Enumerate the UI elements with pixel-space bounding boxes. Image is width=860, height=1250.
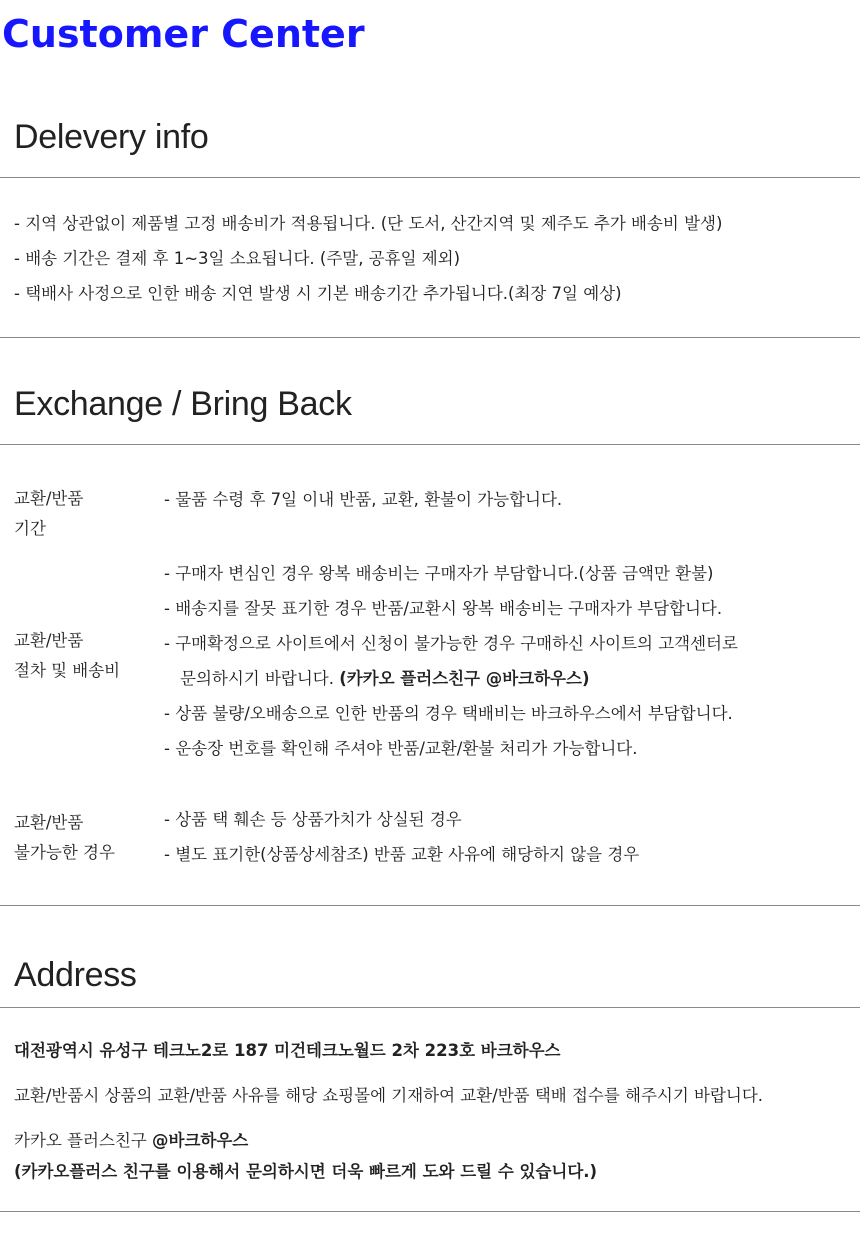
procedure-line: - 운송장 번호를 확인해 주셔야 반품/교환/환불 처리가 가능합니다. — [164, 739, 638, 758]
period-label-line2: 기간 — [14, 519, 46, 538]
period-line: - 물품 수령 후 7일 이내 반품, 교환, 환불이 가능합니다. — [164, 490, 563, 509]
procedure-continuation — [180, 669, 589, 689]
kakao-line — [14, 1131, 248, 1151]
period-label — [14, 484, 83, 544]
delivery-line: - 택배사 사정으로 인한 배송 지연 발생 시 기본 배송기간 추가됩니다.(최장 7일 예상) — [14, 284, 622, 303]
delivery-line: - 지역 상관없이 제품별 고정 배송비가 적용됩니다. (단 도서, 산간지역 및 제주도 추가 배송비 발생) — [14, 214, 723, 233]
procedure-label-line2: 절차 및 배송비 — [14, 661, 121, 680]
address-divider — [0, 1007, 860, 1008]
impossible-line: - 별도 표기한(상품상세참조) 반품 교환 사유에 해당하지 않을 경우 — [164, 845, 640, 864]
kakao-contact-note: (카카오 플러스친구 @바크하우스) — [339, 669, 590, 688]
procedure-line: - 상품 불량/오배송으로 인한 반품의 경우 택배비는 바크하우스에서 부담합니다. — [164, 704, 733, 723]
section-divider — [0, 905, 860, 906]
procedure-label-line1: 교환/반품 — [14, 631, 84, 650]
exchange-section-title: Exchange / Bring Back — [14, 385, 352, 423]
kakao-handle: @바크하우스 — [152, 1131, 249, 1150]
procedure-label — [14, 626, 120, 686]
procedure-line: - 구매확정으로 사이트에서 신청이 불가능한 경우 구매하신 사이트의 고객센터로 — [164, 634, 738, 653]
procedure-line: - 구매자 변심인 경우 왕복 배송비는 구매자가 부담합니다.(상품 금액만 환불) — [164, 564, 714, 583]
delivery-line: - 배송 기간은 결제 후 1~3일 소요됩니다. (주말, 공휴일 제외) — [14, 249, 461, 268]
procedure-line: - 배송지를 잘못 표기한 경우 반품/교환시 왕복 배송비는 구매자가 부담합니다. — [164, 599, 723, 618]
kakao-label: 카카오 플러스친구 — [14, 1131, 147, 1150]
impossible-label — [14, 808, 115, 868]
impossible-line: - 상품 택 훼손 등 상품가치가 상실된 경우 — [164, 810, 462, 829]
address-line: 대전광역시 유성구 테크노2로 187 미건테크노월드 2차 223호 바크하우스 — [14, 1041, 561, 1060]
procedure-continuation-text: 문의하시기 바랍니다. — [180, 669, 334, 688]
exchange-divider — [0, 444, 860, 445]
period-label-line1: 교환/반품 — [14, 489, 84, 508]
page-title: Customer Center — [2, 12, 365, 56]
return-notice: 교환/반품시 상품의 교환/반품 사유를 해당 쇼핑몰에 기재하여 교환/반품 택배 접수를 해주시기 바랍니다. — [14, 1086, 764, 1105]
impossible-label-line2: 불가능한 경우 — [14, 843, 115, 862]
delivery-section-title: Delevery info — [14, 118, 209, 156]
kakao-note: (카카오플러스 친구를 이용해서 문의하시면 더욱 빠르게 도와 드릴 수 있습니다.) — [14, 1162, 598, 1181]
section-divider — [0, 337, 860, 338]
delivery-divider — [0, 177, 860, 178]
impossible-label-line1: 교환/반품 — [14, 813, 84, 832]
bottom-divider — [0, 1211, 860, 1212]
address-section-title: Address — [14, 956, 137, 994]
